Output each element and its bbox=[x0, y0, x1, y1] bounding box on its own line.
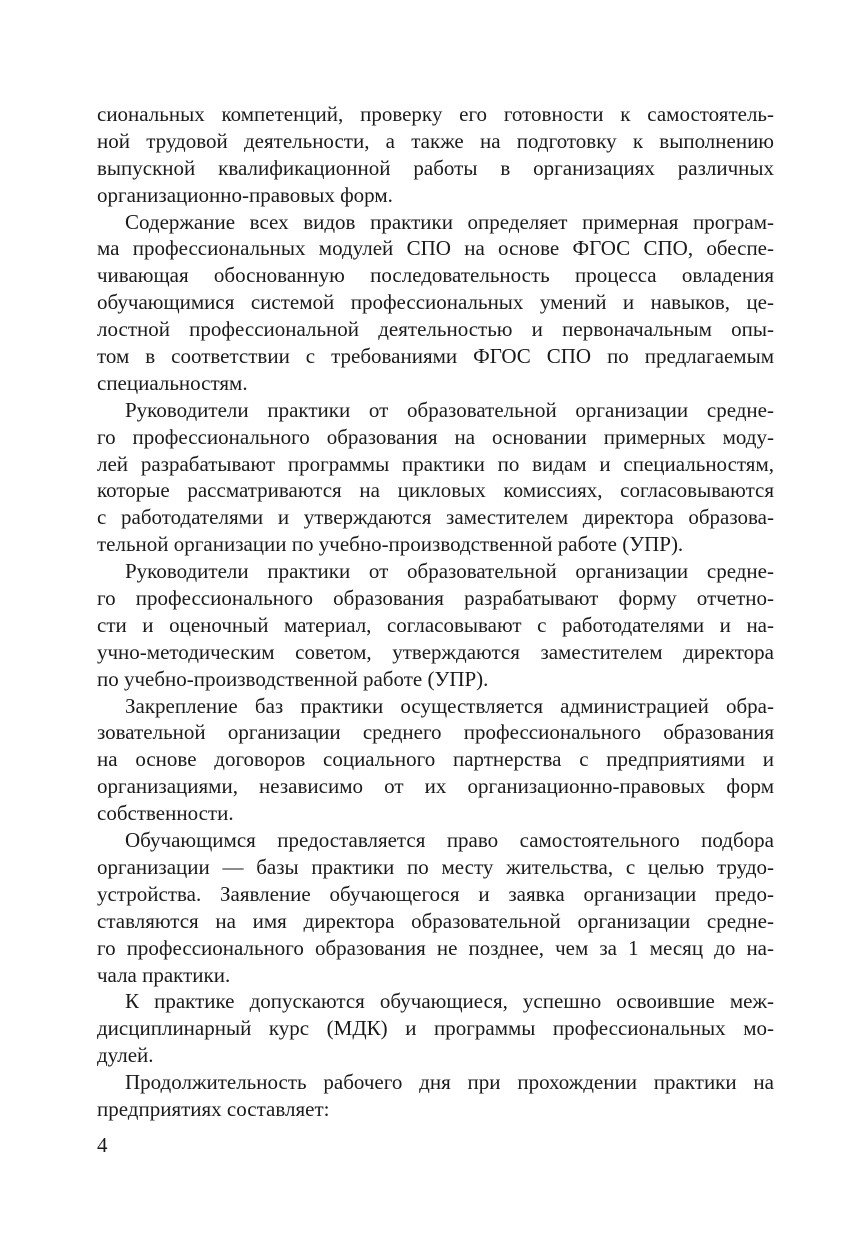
text-line: выпускной квалификационной работы в организациях различных bbox=[97, 155, 774, 180]
paragraph bbox=[97, 988, 774, 1069]
text-line: Руководители практики от образовательной организации средне- bbox=[125, 397, 774, 422]
text-line: дисциплинарный курс (МДК) и программы профессиональных мо- bbox=[97, 1016, 774, 1041]
text-line: лей разрабатывают программы практики по видам и специальностям, bbox=[97, 451, 774, 476]
text-line: собственности. bbox=[97, 801, 234, 826]
text-line: ной трудовой деятельности, а также на подготовку к выполнению bbox=[97, 128, 774, 153]
text-line: учно-методическим советом, утверждаются заместителем директора bbox=[97, 639, 774, 664]
paragraph bbox=[97, 693, 774, 827]
text-line: с работодателями и утверждаются заместителем директора образова- bbox=[97, 505, 774, 530]
text-line: Содержание всех видов практики определяет примерная програм- bbox=[125, 209, 774, 234]
text-line: Обучающимся предоставляется право самостоятельного подбора bbox=[125, 828, 774, 853]
text-line: организационно-правовых форм. bbox=[97, 182, 393, 207]
text-line: Руководители практики от образовательной организации средне- bbox=[125, 559, 774, 584]
text-line: тельной организации по учебно-производственной работе (УПР). bbox=[97, 532, 684, 557]
paragraph bbox=[97, 558, 774, 692]
page-number: 4 bbox=[97, 1133, 108, 1157]
body-text bbox=[97, 101, 774, 1123]
text-line: ма профессиональных модулей СПО на основе ФГОС СПО, обеспе- bbox=[97, 236, 774, 261]
text-line: организации — базы практики по месту жительства, с целью трудо- bbox=[97, 854, 774, 879]
text-line: устройства. Заявление обучающегося и заявка организации предо- bbox=[97, 881, 774, 906]
paragraph bbox=[97, 209, 774, 397]
text-line: Продолжительность рабочего дня при прохождении практики на bbox=[125, 1070, 774, 1095]
text-line: которые рассматриваются на цикловых комиссиях, согласовываются bbox=[97, 478, 774, 503]
text-line: го профессионального образования не позднее, чем за 1 месяц до на- bbox=[97, 935, 774, 960]
text-line: по учебно-производственной работе (УПР). bbox=[97, 666, 489, 691]
text-line: чивающая обоснованную последовательность процесса овладения bbox=[97, 263, 774, 288]
text-line: на основе договоров социального партнерства с предприятиями и bbox=[97, 747, 774, 772]
paragraph bbox=[97, 827, 774, 988]
text-line: К практике допускаются обучающиеся, успешно освоившие меж- bbox=[125, 989, 774, 1014]
text-line: дулей. bbox=[97, 1043, 154, 1068]
text-line: Закрепление баз практики осуществляется администрацией обра- bbox=[125, 693, 774, 718]
text-line: лостной профессиональной деятельностью и первоначальным опы- bbox=[97, 317, 774, 342]
text-line: предприятиях составляет: bbox=[97, 1096, 330, 1121]
paragraph bbox=[97, 1069, 774, 1123]
text-line: том в соответствии с требованиями ФГОС СПО по предлагаемым bbox=[97, 344, 774, 369]
text-line: сти и оценочный материал, согласовывают с работодателями и на- bbox=[97, 612, 774, 637]
text-line: чала практики. bbox=[97, 962, 231, 987]
text-line: го профессионального образования на основании примерных моду- bbox=[97, 424, 774, 449]
paragraph bbox=[97, 101, 774, 209]
text-line: зовательной организации среднего профессионального образования bbox=[97, 720, 774, 745]
text-line: ставляются на имя директора образовательной организации средне- bbox=[97, 908, 774, 933]
text-line: организациями, независимо от их организационно-правовых форм bbox=[97, 774, 774, 799]
text-line: го профессионального образования разрабатывают форму отчетно- bbox=[97, 586, 774, 611]
text-line: обучающимися системой профессиональных умений и навыков, це- bbox=[97, 290, 774, 315]
text-line: сиональных компетенций, проверку его готовности к самостоятель- bbox=[97, 102, 774, 126]
text-line: специальностям. bbox=[97, 370, 248, 395]
paragraph bbox=[97, 397, 774, 558]
